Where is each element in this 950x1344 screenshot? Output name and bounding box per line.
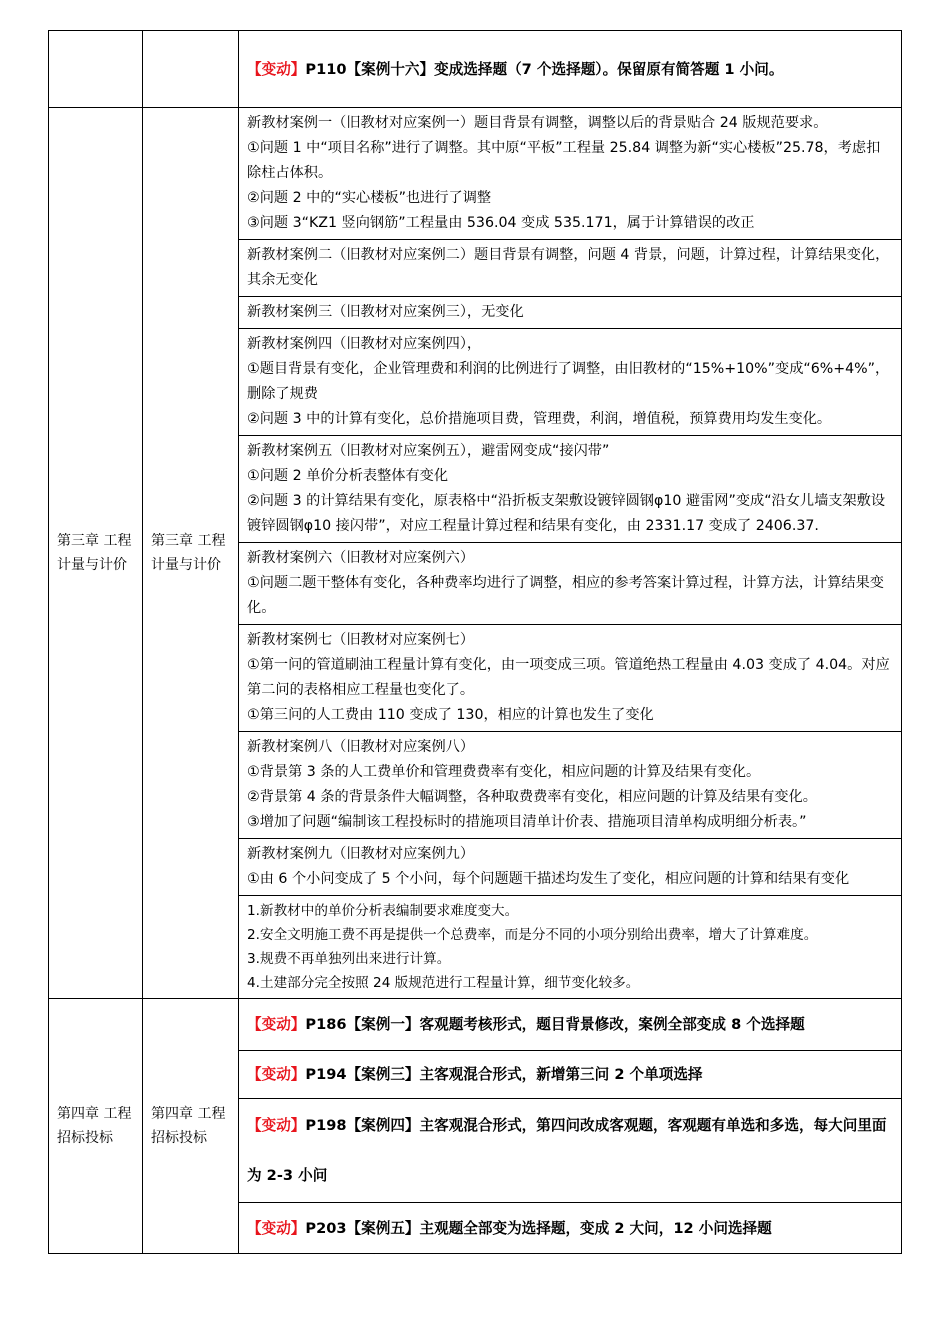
change-text: P186【案例一】客观题考核形式，题目背景修改，案例全部变成 8 个选择题	[305, 1016, 805, 1033]
case-line: ①问题 2 单价分析表整体有变化	[247, 468, 449, 484]
case-line: 新教材案例六（旧教材对应案例六）	[247, 550, 475, 566]
case-line: 新教材案例三（旧教材对应案例三），无变化	[247, 304, 524, 320]
change-cell	[239, 1099, 902, 1203]
case-cell-5	[239, 436, 902, 543]
change-tag: 【变动】	[247, 60, 306, 78]
case-line: ②问题 3 中的计算有变化，总价措施项目费，管理费，利润，增值税，预算费用均发生变化。	[247, 411, 832, 427]
summary-line: 1.新教材中的单价分析表编制要求难度变大。	[247, 903, 519, 919]
case-cell-9	[239, 839, 902, 896]
case-line: ①问题 1 中“项目名称”进行了调整。其中原“平板”工程量 25.84 调整为新“实心楼板”25.78，考虑扣除柱占体积。	[247, 140, 881, 181]
change-cell	[239, 31, 902, 108]
change-cell	[239, 1051, 902, 1099]
case-line: ③问题 3“KZ1 竖向钢筋”工程量由 536.04 变成 535.171，属于计算错误的改正	[247, 215, 755, 231]
change-text: P203【案例五】主观题全部变为选择题，变成 2 大问，12 小问选择题	[305, 1219, 772, 1237]
case-line: 新教材案例九（旧教材对应案例九）	[247, 846, 475, 862]
summary-line: 2.安全文明施工费不再是提供一个总费率，而是分不同的小项分别给出费率，增大了计算难度。	[247, 927, 818, 943]
summary-line: 3.规费不再单独列出来进行计算。	[247, 951, 451, 967]
case-line: ②问题 2 中的“实心楼板”也进行了调整	[247, 190, 492, 206]
change-text: P198【案例四】主客观混合形式，第四问改成客观题，客观题有单选和多选，每大问里面为 2-3 小问	[247, 1117, 887, 1184]
case-line: ①由 6 个小问变成了 5 个小问，每个问题题干描述均发生了变化，相应问题的计算和结果有变化	[247, 871, 850, 887]
new-chapter-cell: 第四章 工程招标投标	[143, 999, 239, 1254]
empty-cell	[49, 31, 143, 108]
old-chapter-cell: 第三章 工程计量与计价	[49, 108, 143, 999]
change-cell	[239, 1203, 902, 1254]
summary-line: 4.土建部分完全按照 24 版规范进行工程量计算，细节变化较多。	[247, 975, 640, 991]
case-line: 新教材案例七（旧教材对应案例七）	[247, 632, 475, 648]
summary-cell	[239, 896, 902, 999]
case-line: ①背景第 3 条的人工费单价和管理费费率有变化，相应问题的计算及结果有变化。	[247, 764, 761, 780]
case-cell-7	[239, 625, 902, 732]
case-line: ①第三问的人工费由 110 变成了 130，相应的计算也发生了变化	[247, 707, 654, 723]
case-cell-3	[239, 297, 902, 329]
old-chapter-cell: 第四章 工程招标投标	[49, 999, 143, 1254]
table-row	[49, 108, 902, 240]
comparison-table	[48, 30, 902, 1254]
case-line: 新教材案例二（旧教材对应案例二）题目背景有调整，问题 4 背景，问题，计算过程，计算结果变化，其余无变化	[247, 247, 890, 288]
case-cell-6	[239, 543, 902, 625]
case-line: ①题目背景有变化，企业管理费和利润的比例进行了调整，由旧教材的“15%+10%”变成“6%+4%”，删除了规费	[247, 361, 890, 402]
table-row	[49, 31, 902, 108]
case-cell-8	[239, 732, 902, 839]
change-text: P110【案例十六】变成选择题（7 个选择题）。保留原有简答题 1 小问。	[305, 60, 784, 78]
case-cell-4	[239, 329, 902, 436]
case-line: ①问题二题干整体有变化，各种费率均进行了调整，相应的参考答案计算过程，计算方法，计算结果变化。	[247, 575, 884, 616]
new-chapter-cell: 第三章 工程计量与计价	[143, 108, 239, 999]
case-line: ②问题 3 的计算结果有变化，原表格中“沿折板支架敷设镀锌圆钢φ10 避雷网”变成“沿女儿墙支架敷设镀锌圆钢φ10 接闪带”，对应工程量计算过程和结果有变化，由 2331.17 变成了 2406.37.	[247, 493, 886, 534]
change-tag: 【变动】	[247, 1016, 306, 1033]
change-tag: 【变动】	[247, 1117, 306, 1134]
empty-cell	[143, 31, 239, 108]
change-cell	[239, 999, 902, 1051]
case-line: ②背景第 4 条的背景条件大幅调整，各种取费费率有变化，相应问题的计算及结果有变化。	[247, 789, 817, 805]
case-cell-1	[239, 108, 902, 240]
case-line: 新教材案例一（旧教材对应案例一）题目背景有调整，调整以后的背景贴合 24 版规范要求。	[247, 115, 828, 131]
change-tag: 【变动】	[247, 1066, 306, 1083]
case-line: 新教材案例八（旧教材对应案例八）	[247, 739, 475, 755]
case-line: 新教材案例四（旧教材对应案例四），	[247, 336, 482, 352]
change-text: P194【案例三】主客观混合形式，新增第三问 2 个单项选择	[305, 1066, 703, 1083]
case-cell-2	[239, 240, 902, 297]
case-line: 新教材案例五（旧教材对应案例五），避雷网变成“接闪带”	[247, 443, 610, 459]
change-tag: 【变动】	[247, 1219, 306, 1237]
case-line: ③增加了问题“编制该工程投标时的措施项目清单计价表、措施项目清单构成明细分析表。”	[247, 814, 807, 830]
case-line: ①第一问的管道刷油工程量计算有变化，由一项变成三项。管道绝热工程量由 4.03 变成了 4.04。对应第二问的表格相应工程量也变化了。	[247, 657, 890, 698]
table-row	[49, 999, 902, 1051]
